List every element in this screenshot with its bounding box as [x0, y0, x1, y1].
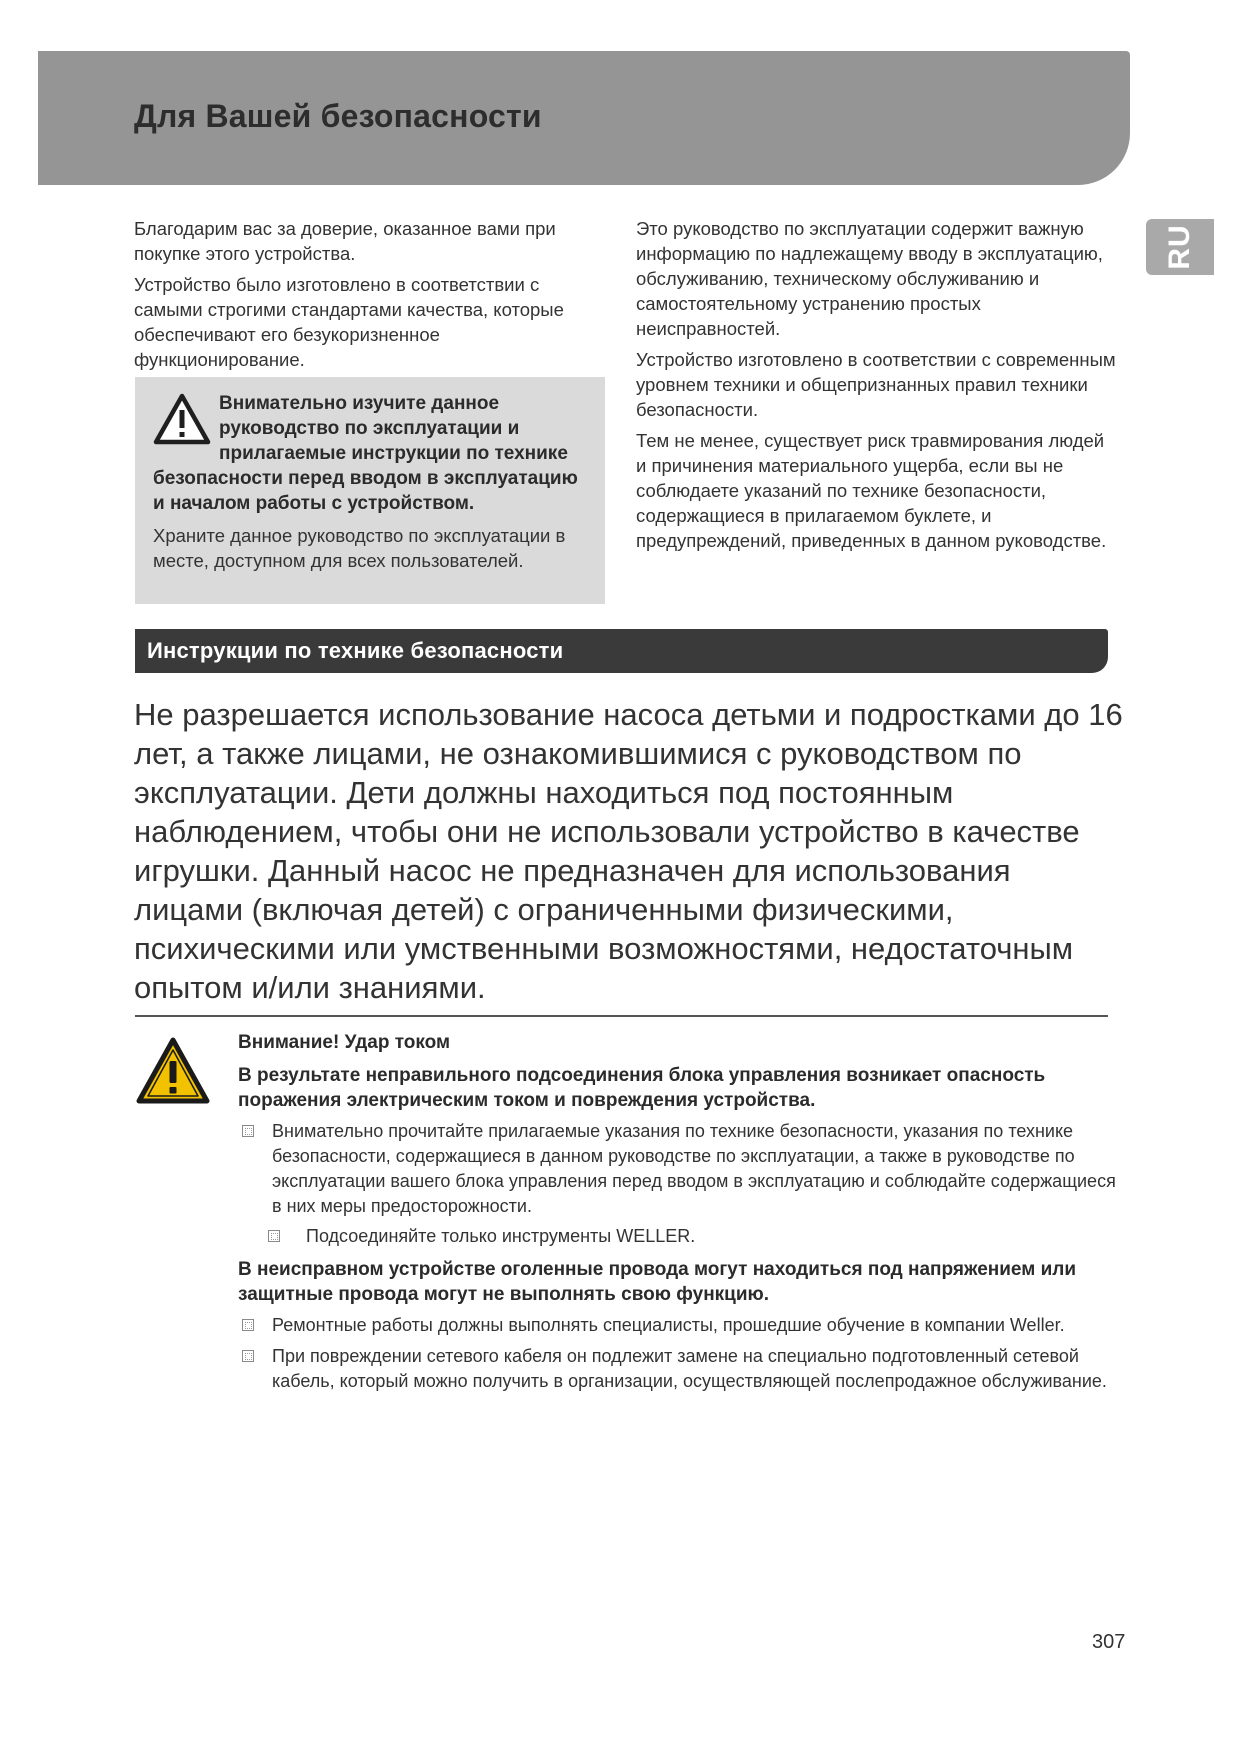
notice-heading: Внимательно изучите данное руководство по эксплуатации и прилагаемые инструкции по технике безопасности перед вводом в эксплуатацию и началом работы с устройством. [153, 393, 578, 514]
list-item [238, 1313, 1118, 1338]
notice-heading-wrap [153, 391, 587, 516]
section-title: Инструкции по технике безопасности [147, 638, 564, 663]
intro-paragraph: Благодарим вас за доверие, оказанное вами при покупке этого устройства. [134, 218, 556, 264]
checkbox-bullet-icon [242, 1125, 254, 1137]
notice-body: Храните данное руководство по эксплуатации в месте, доступном для всех пользователей. [153, 525, 566, 571]
list-item [238, 1224, 1118, 1249]
language-label: RU [1163, 224, 1196, 270]
warning-triangle-icon [136, 1037, 210, 1105]
list-item-text: При повреждении сетевого кабеля он подлежит замене на специально подготовленный сетевой кабель, который можно получить в организации, осуществляющей послепродажное обслуживание. [272, 1346, 1107, 1391]
intro-paragraph: Устройство было изготовлено в соответствии с самыми строгими стандартами качества, которые обеспечивают его безукоризненное функционирование. [134, 274, 564, 370]
warning-bold-text: В неисправном устройстве оголенные провода могут находиться под напряжением или защитные провода могут не выполнять свою функцию. [238, 1259, 1076, 1305]
notice-box [135, 377, 605, 604]
main-statement: Не разрешается использование насоса детьми и подростками до 16 лет, а также лицами, не ознакомившимися с руководством по эксплуатации. Дети должны находиться под постоянным наблюдением, чтобы они не использовали устройство в качестве игрушки. Данный насос не предназначен для использования лицами (включая детей) с ограниченными физическими, психическими или умственными возможностями, недостаточным опытом и/или знаниями. [134, 697, 1123, 1005]
warning-title: Внимание! Удар током [238, 1032, 451, 1053]
list-item-text: Ремонтные работы должны выполнять специалисты, прошедшие обучение в компании Weller. [272, 1315, 1065, 1335]
list-item [238, 1119, 1118, 1219]
warning-triangle-icon [153, 393, 219, 451]
warning-block [238, 1030, 1118, 1394]
warning-bold-text: В результате неправильного подсоединения блока управления возникает опасность поражения электрическим током и повреждения устройства. [238, 1065, 1046, 1111]
list-item-text: Подсоединяйте только инструменты WELLER. [306, 1226, 696, 1246]
language-tab [1146, 219, 1214, 275]
page-number: 307 [1092, 1631, 1126, 1653]
intro-right-column [636, 216, 1116, 559]
list-item [238, 1344, 1118, 1394]
section-bar [135, 629, 1108, 673]
checkbox-bullet-icon [242, 1350, 254, 1362]
page-title: Для Вашей безопасности [134, 98, 542, 134]
list-item-text: Внимательно прочитайте прилагаемые указания по технике безопасности, указания по технике безопасности, содержащиеся в данном руководстве по эксплуатации, а также в руководстве по эксплуатации вашего блока управления перед вводом в эксплуатацию и соблюдайте содержащиеся в них меры предосторожности. [272, 1121, 1116, 1216]
intro-paragraph: Тем не менее, существует риск травмирования людей и причинения материального ущерба, если вы не соблюдаете указаний по технике безопасности, содержащиеся в прилагаемом буклете, и предупреждений, приведенных в данном руководстве. [636, 430, 1107, 551]
intro-left-column [134, 216, 604, 378]
intro-paragraph: Устройство изготовлено в соответствии с современным уровнем техники и общепризнанных правил техники безопасности. [636, 349, 1116, 420]
divider [135, 1015, 1108, 1017]
intro-paragraph: Это руководство по эксплуатации содержит важную информацию по надлежащему вводу в эксплуатацию, обслуживанию, техническому обслуживанию и самостоятельному устранению простых неисправностей. [636, 218, 1103, 339]
checkbox-bullet-icon [268, 1230, 280, 1242]
checkbox-bullet-icon [242, 1319, 254, 1331]
